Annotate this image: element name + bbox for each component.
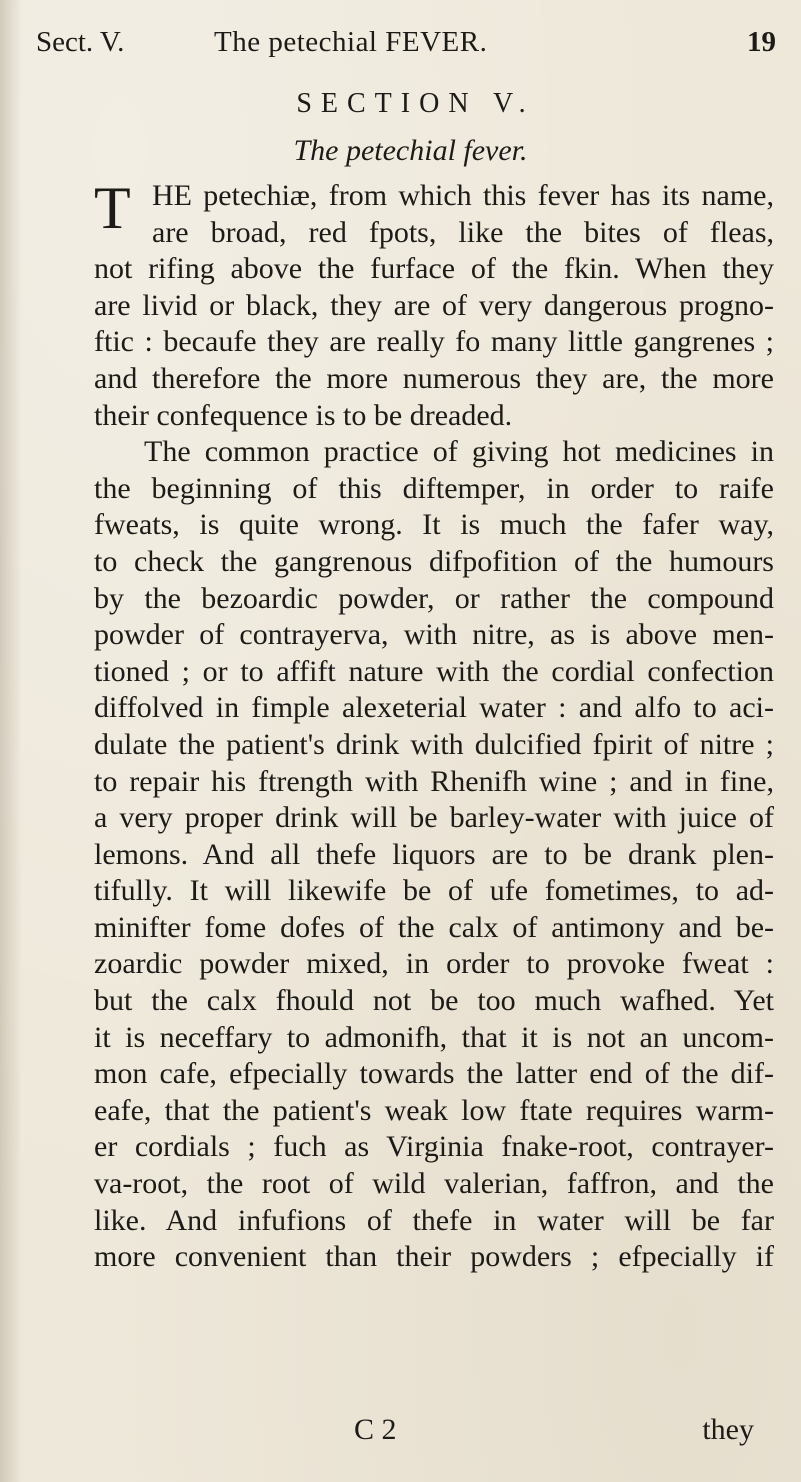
text-line: ftic : becaufe they are really fo many little gangrenes ; — [94, 325, 774, 359]
text-line: HE petechiæ, from which this fever has its name, — [152, 179, 774, 212]
text-line: more convenient than their powders ; efpecially if — [94, 1240, 774, 1274]
text-line: mon cafe, efpecially towards the latter end of the dif- — [94, 1057, 774, 1091]
text-line: eafe, that the patient's weak low ftate requires warm- — [94, 1093, 774, 1127]
running-head-section: Sect. V. — [36, 26, 125, 58]
running-head-title: The petechial FEVER. — [214, 26, 488, 58]
drop-cap: T — [94, 175, 131, 241]
page-number: 19 — [747, 26, 776, 58]
opening-paragraph-start — [94, 175, 774, 251]
signature-mark: C 2 — [354, 1413, 397, 1446]
text-line: it is neceffary to admonifh, that it is not an uncom- — [94, 1020, 774, 1054]
text-line: fweats, is quite wrong. It is much the fafer way, — [94, 508, 774, 542]
text-line: and therefore the more numerous they are, the more — [94, 361, 774, 395]
text-line: a very proper drink will be barley-water with juice of — [94, 801, 774, 835]
text-line: er cordials ; fuch as Virginia fnake-root, contrayer- — [94, 1130, 774, 1164]
text-line: the beginning of this diftemper, in order to raife — [94, 471, 774, 505]
text-line: dulate the patient's drink with dulcified fpirit of nitre ; — [94, 727, 774, 761]
text-line: are livid or black, they are of very dangerous progno- — [94, 288, 774, 322]
text-line: The common practice of giving hot medicines in — [144, 435, 774, 469]
text-line: va-root, the root of wild valerian, faffron, and the — [94, 1167, 774, 1201]
text-line: minifter fome dofes of the calx of antimony and be- — [94, 910, 774, 944]
body-text — [94, 175, 774, 1276]
text-line: tioned ; or to affift nature with the cordial confection — [94, 654, 774, 688]
page-gutter-shadow — [0, 0, 22, 1482]
catchword: they — [702, 1413, 754, 1446]
text-line: are broad, red fpots, like the bites of fleas, — [152, 215, 774, 249]
text-line: not rifing above the furface of the fkin. When they — [94, 252, 774, 286]
text-line: lemons. And all thefe liquors are to be drank plen- — [94, 837, 774, 871]
page-footer — [94, 1413, 774, 1453]
text-line: by the bezoardic powder, or rather the compound — [94, 581, 774, 615]
text-line: to repair his ftrength with Rhenifh wine ; and in fine, — [94, 764, 774, 798]
text-line: zoardic powder mixed, in order to provoke fweat : — [94, 947, 774, 981]
text-line: like. And infufions of thefe in water will be far — [94, 1203, 774, 1237]
text-line: but the calx fhould not be too much wafhed. Yet — [94, 984, 774, 1018]
section-subtitle: The petechial fever. — [293, 134, 528, 167]
text-line: diffolved in fimple alexeterial water : and alfo to aci- — [94, 691, 774, 725]
section-heading: SECTION V. — [296, 88, 535, 119]
running-head — [36, 26, 776, 66]
text-line: powder of contrayerva, with nitre, as is above men- — [94, 618, 774, 652]
text-line: tifully. It will likewife be of ufe fometimes, to ad- — [94, 874, 774, 908]
text-line: their confequence is to be dreaded. — [94, 398, 513, 432]
text-line: to check the gangrenous difpofition of the humours — [94, 544, 774, 578]
